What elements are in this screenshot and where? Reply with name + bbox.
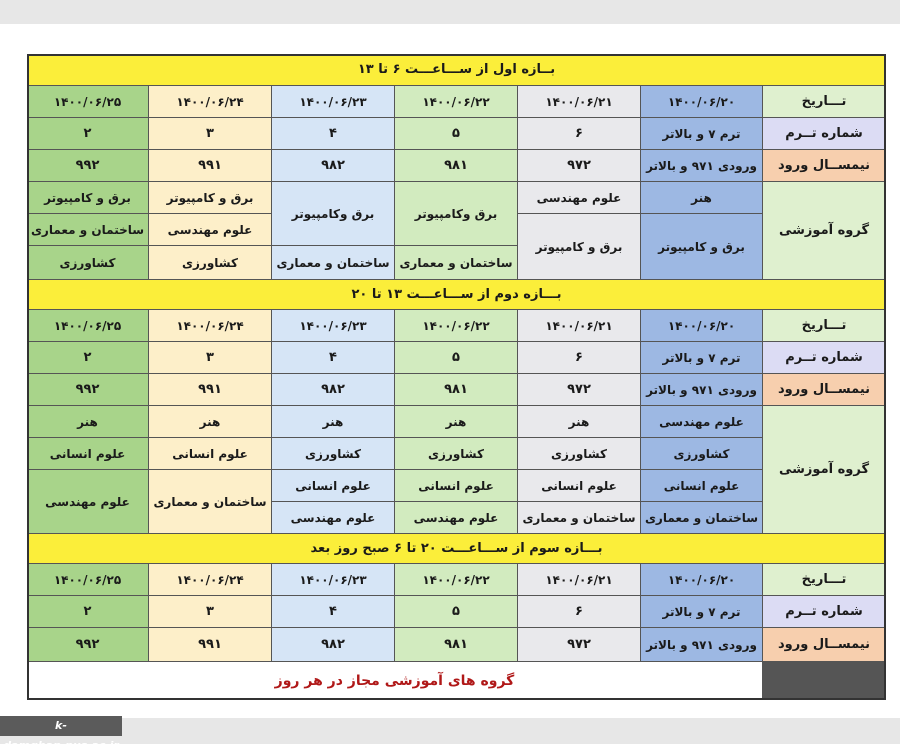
term-cell: ۲ xyxy=(27,342,149,374)
date-cell: ۱۴۰۰/۰۶/۲۵ xyxy=(27,310,149,342)
entry-cell: ۹۸۱ xyxy=(395,150,518,182)
date-cell: ۱۴۰۰/۰۶/۲۳ xyxy=(272,86,395,118)
group-cell: ساختمان و معماری xyxy=(641,502,763,534)
entry-cell: ۹۷۲ xyxy=(518,150,641,182)
group-cell: هنر xyxy=(641,182,763,214)
date-cell: ۱۴۰۰/۰۶/۲۲ xyxy=(395,310,518,342)
date-cell: ۱۴۰۰/۰۶/۲۰ xyxy=(641,310,763,342)
group-cell: علوم مهندسی xyxy=(27,470,149,534)
entry-cell: ورودی ۹۷۱ و بالاتر xyxy=(641,628,763,662)
group-cell: علوم مهندسی xyxy=(395,502,518,534)
date-cell: ۱۴۰۰/۰۶/۲۰ xyxy=(641,564,763,596)
label-group: گروه آموزشی xyxy=(763,406,886,534)
date-cell: ۱۴۰۰/۰۶/۲۵ xyxy=(27,564,149,596)
group-cell: برق و کامپیوتر xyxy=(641,214,763,280)
label-semester: نیمســال ورود xyxy=(763,150,886,182)
term-cell: ۵ xyxy=(395,342,518,374)
term-cell: ۶ xyxy=(518,342,641,374)
term-cell: ۳ xyxy=(149,118,272,150)
group-cell: علوم انسانی xyxy=(395,470,518,502)
date-cell: ۱۴۰۰/۰۶/۲۵ xyxy=(27,86,149,118)
label-term: شماره تــرم xyxy=(763,342,886,374)
term-cell: ۳ xyxy=(149,342,272,374)
group-cell: علوم مهندسی xyxy=(149,214,272,246)
date-cell: ۱۴۰۰/۰۶/۲۳ xyxy=(272,564,395,596)
group-cell: هنر xyxy=(518,406,641,438)
entry-cell: ۹۹۱ xyxy=(149,628,272,662)
group-cell: هنر xyxy=(272,406,395,438)
group-cell: کشاورزی xyxy=(149,246,272,280)
group-cell: علوم انسانی xyxy=(149,438,272,470)
bottom-bar xyxy=(0,718,900,744)
date-cell: ۱۴۰۰/۰۶/۲۱ xyxy=(518,564,641,596)
label-term: شماره تــرم xyxy=(763,118,886,150)
group-cell: ساختمان و معماری xyxy=(395,246,518,280)
entry-cell: ۹۹۲ xyxy=(27,150,149,182)
group-cell: علوم مهندسی xyxy=(518,182,641,214)
date-cell: ۱۴۰۰/۰۶/۲۰ xyxy=(641,86,763,118)
entry-cell: ۹۷۲ xyxy=(518,628,641,662)
group-cell: علوم مهندسی xyxy=(272,502,395,534)
date-cell: ۱۴۰۰/۰۶/۲۴ xyxy=(149,564,272,596)
group-cell: کشاورزی xyxy=(27,246,149,280)
group-cell: کشاورزی xyxy=(272,438,395,470)
entry-cell: ۹۸۲ xyxy=(272,628,395,662)
footer-dark-cell xyxy=(763,662,886,700)
label-date: تـــاریخ xyxy=(763,86,886,118)
group-cell: برق و کامپیوتر xyxy=(149,182,272,214)
exam-schedule-table xyxy=(27,54,886,700)
date-cell: ۱۴۰۰/۰۶/۲۱ xyxy=(518,86,641,118)
group-cell: هنر xyxy=(27,406,149,438)
group-cell: ساختمان و معماری xyxy=(518,502,641,534)
label-semester: نیمســال ورود xyxy=(763,628,886,662)
term-cell: ۵ xyxy=(395,596,518,628)
entry-cell: ۹۹۱ xyxy=(149,150,272,182)
group-cell: علوم انسانی xyxy=(272,470,395,502)
date-cell: ۱۴۰۰/۰۶/۲۲ xyxy=(395,86,518,118)
group-cell: برق و کامپیوتر xyxy=(518,214,641,280)
top-bar xyxy=(0,0,900,24)
entry-cell: ۹۹۲ xyxy=(27,628,149,662)
entry-cell: ورودی ۹۷۱ و بالاتر xyxy=(641,374,763,406)
entry-cell: ۹۸۱ xyxy=(395,374,518,406)
term-cell: ترم ۷ و بالاتر xyxy=(641,342,763,374)
entry-cell: ۹۸۲ xyxy=(272,374,395,406)
group-cell: هنر xyxy=(149,406,272,438)
entry-cell: ۹۹۱ xyxy=(149,374,272,406)
label-group: گروه آموزشی xyxy=(763,182,886,280)
group-cell: برق وکامپیوتر xyxy=(272,182,395,246)
group-cell: علوم انسانی xyxy=(641,470,763,502)
term-cell: ترم ۷ و بالاتر xyxy=(641,118,763,150)
term-cell: ۵ xyxy=(395,118,518,150)
term-cell: ۲ xyxy=(27,596,149,628)
group-cell: علوم انسانی xyxy=(518,470,641,502)
label-date: تـــاریخ xyxy=(763,564,886,596)
term-cell: ۴ xyxy=(272,118,395,150)
entry-cell: ۹۷۲ xyxy=(518,374,641,406)
date-cell: ۱۴۰۰/۰۶/۲۴ xyxy=(149,86,272,118)
label-date: تـــاریخ xyxy=(763,310,886,342)
label-term: شماره تــرم xyxy=(763,596,886,628)
section-1-title: بــازه اول از ســـاعـــت ۶ تا ۱۳ xyxy=(27,54,886,86)
date-cell: ۱۴۰۰/۰۶/۲۳ xyxy=(272,310,395,342)
term-cell: ترم ۷ و بالاتر xyxy=(641,596,763,628)
term-cell: ۶ xyxy=(518,596,641,628)
group-cell: کشاورزی xyxy=(641,438,763,470)
section-3-title: بـــازه سوم از ســـاعـــت ۲۰ تا ۶ صبح روز بعد xyxy=(27,534,886,564)
entry-cell: ۹۹۲ xyxy=(27,374,149,406)
watermark-label: k-damghan.nus.ac.ir xyxy=(0,716,122,736)
term-cell: ۴ xyxy=(272,342,395,374)
group-cell: ساختمان و معماری xyxy=(272,246,395,280)
group-cell: ساختمان و معماری xyxy=(149,470,272,534)
date-cell: ۱۴۰۰/۰۶/۲۱ xyxy=(518,310,641,342)
date-cell: ۱۴۰۰/۰۶/۲۴ xyxy=(149,310,272,342)
group-cell: برق وکامپیوتر xyxy=(395,182,518,246)
group-cell: علوم انسانی xyxy=(27,438,149,470)
group-cell: علوم مهندسی xyxy=(641,406,763,438)
entry-cell: ورودی ۹۷۱ و بالاتر xyxy=(641,150,763,182)
section-2-title: بـــازه دوم از ســـاعـــت ۱۳ تا ۲۰ xyxy=(27,280,886,310)
term-cell: ۴ xyxy=(272,596,395,628)
group-cell: ساختمان و معماری xyxy=(27,214,149,246)
group-cell: کشاورزی xyxy=(518,438,641,470)
term-cell: ۶ xyxy=(518,118,641,150)
term-cell: ۳ xyxy=(149,596,272,628)
date-cell: ۱۴۰۰/۰۶/۲۲ xyxy=(395,564,518,596)
group-cell: کشاورزی xyxy=(395,438,518,470)
group-cell: هنر xyxy=(395,406,518,438)
group-cell: برق و کامپیوتر xyxy=(27,182,149,214)
label-semester: نیمســال ورود xyxy=(763,374,886,406)
footer-note: گروه های آموزشی مجاز در هر روز xyxy=(27,662,763,700)
entry-cell: ۹۸۲ xyxy=(272,150,395,182)
entry-cell: ۹۸۱ xyxy=(395,628,518,662)
term-cell: ۲ xyxy=(27,118,149,150)
